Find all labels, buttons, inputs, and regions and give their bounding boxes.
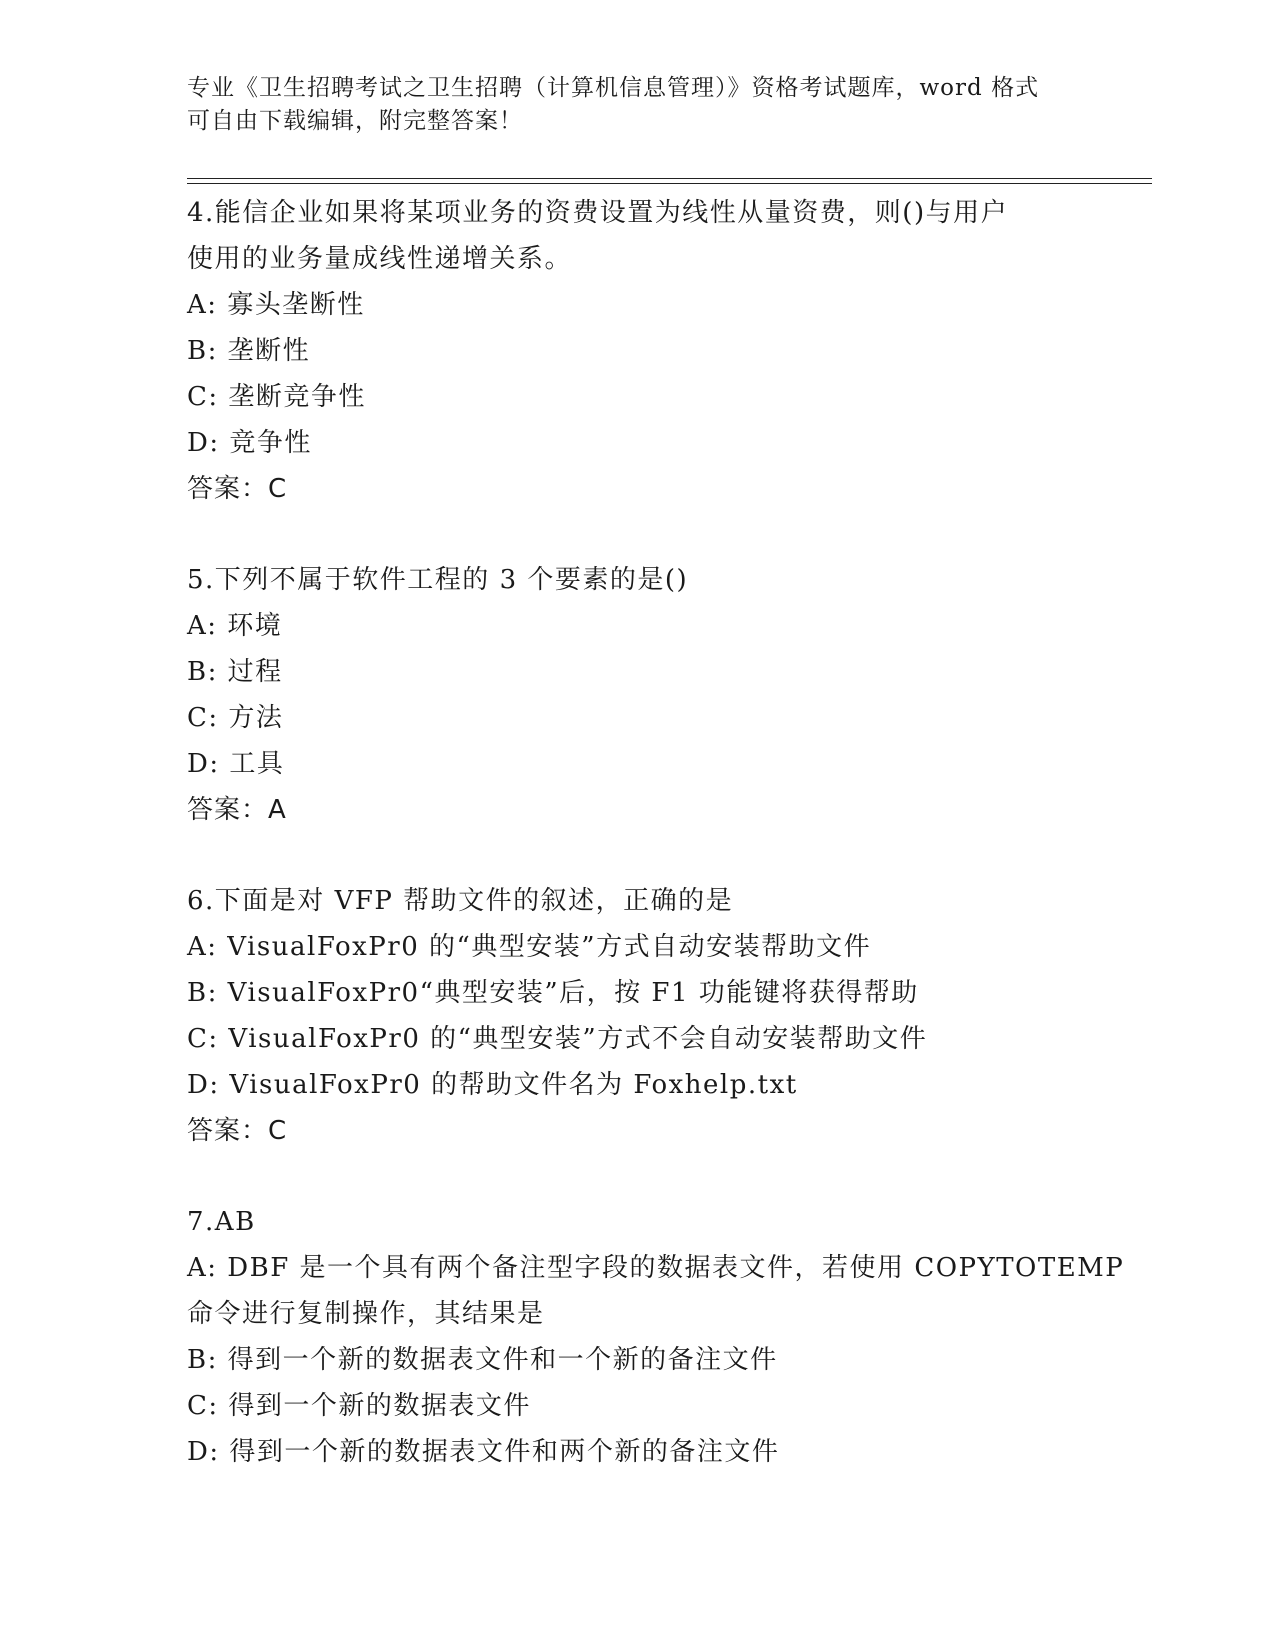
header-divider-top: [187, 178, 1152, 179]
header-line-1: 专业《卫生招聘考试之卫生招聘（计算机信息管理）》资格考试题库，word 格式: [187, 75, 1040, 101]
option-c: C: 得到一个新的数据表文件: [187, 1391, 531, 1421]
option-b: B: VisualFoxPr0“典型安装”后，按 F1 功能键将获得帮助: [187, 978, 919, 1008]
question-stem: 6.下面是对 VFP 帮助文件的叙述，正确的是: [187, 886, 734, 916]
header-line-2: 可自由下载编辑，附完整答案！: [187, 108, 523, 134]
question-block-5: [187, 557, 1087, 833]
option-a: A: DBF 是一个具有两个备注型字段的数据表文件，若使用 COPYTOTEMP: [187, 1253, 1125, 1283]
option-a: A: 寡头垄断性: [187, 290, 365, 320]
option-c: C: VisualFoxPr0 的“典型安装”方式不会自动安装帮助文件: [187, 1024, 928, 1054]
option-b: B: 过程: [187, 657, 283, 687]
answer-label: 答案：A: [187, 795, 287, 825]
spacer: [187, 1154, 1087, 1199]
document-header: [187, 72, 1087, 138]
question-stem: 使用的业务量成线性递增关系。: [187, 244, 573, 274]
question-list: [187, 190, 1125, 1475]
option-b: B: 得到一个新的数据表文件和一个新的备注文件: [187, 1345, 778, 1375]
question-block-7: [187, 1199, 1125, 1475]
option-a-continuation: 命令进行复制操作，其结果是: [187, 1299, 545, 1329]
option-d: D: 工具: [187, 749, 285, 779]
spacer: [187, 512, 1087, 557]
option-c: C: 方法: [187, 703, 284, 733]
header-divider-bottom: [187, 183, 1152, 184]
option-d: D: VisualFoxPr0 的帮助文件名为 Foxhelp.txt: [187, 1070, 798, 1100]
question-stem: 5.下列不属于软件工程的 3 个要素的是(): [187, 565, 689, 595]
question-stem: 4.能信企业如果将某项业务的资费设置为线性从量资费，则()与用户: [187, 198, 1009, 228]
option-b: B: 垄断性: [187, 336, 311, 366]
question-block-6: [187, 878, 1087, 1154]
spacer: [187, 833, 1087, 878]
answer-label: 答案：C: [187, 474, 288, 504]
option-a: A: VisualFoxPr0 的“典型安装”方式自动安装帮助文件: [187, 932, 872, 962]
question-block-4: [187, 190, 1087, 512]
option-a: A: 环境: [187, 611, 283, 641]
option-d: D: 得到一个新的数据表文件和两个新的备注文件: [187, 1437, 780, 1467]
option-c: C: 垄断竞争性: [187, 382, 366, 412]
question-stem: 7.AB: [187, 1207, 256, 1237]
answer-label: 答案：C: [187, 1116, 288, 1146]
option-d: D: 竞争性: [187, 428, 312, 458]
